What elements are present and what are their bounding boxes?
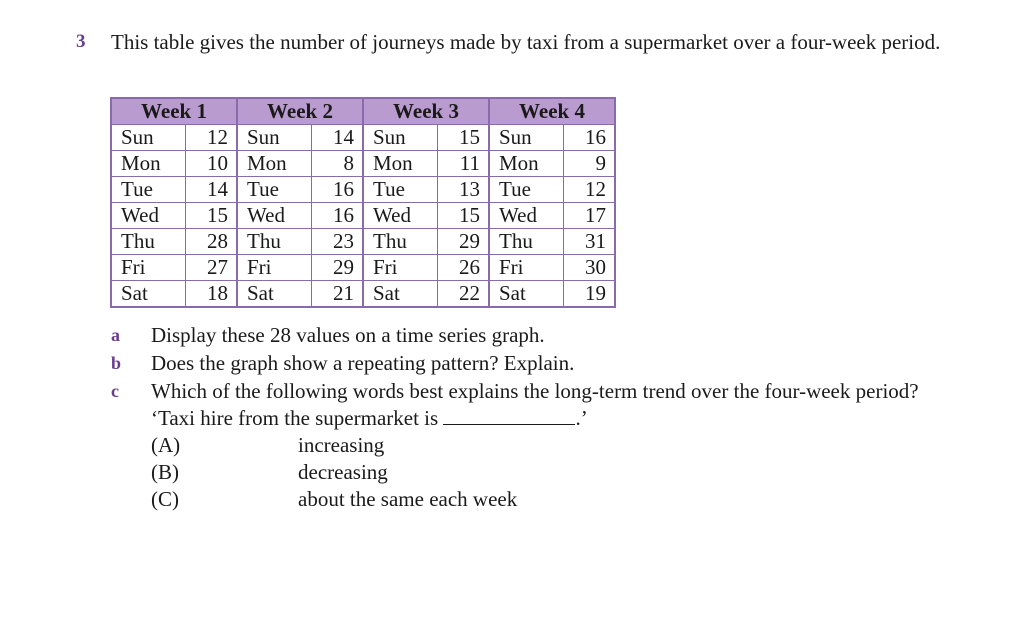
count-cell: 29 [438,229,490,255]
table-row [111,229,615,255]
day-cell: Tue [363,177,438,203]
option-b-label: (B) [151,460,179,484]
day-cell: Thu [237,229,312,255]
table-row [111,255,615,281]
part-a-letter: a [111,325,120,345]
day-cell: Thu [363,229,438,255]
option-a-text: increasing [298,433,385,457]
count-cell: 16 [312,177,364,203]
count-cell: 15 [186,203,238,229]
count-cell: 12 [186,125,238,151]
table-row [111,203,615,229]
count-cell: 27 [186,255,238,281]
count-cell: 11 [438,151,490,177]
count-cell: 28 [186,229,238,255]
count-cell: 29 [312,255,364,281]
table-row [111,125,615,151]
day-cell: Sat [489,281,564,308]
prompt-end: .’ [575,406,588,430]
table-row [111,177,615,203]
option-a-label: (A) [151,433,181,457]
count-cell: 9 [564,151,616,177]
day-cell: Mon [489,151,564,177]
prompt-start: ‘Taxi hire from the supermarket is [151,406,444,430]
count-cell: 13 [438,177,490,203]
day-cell: Sat [363,281,438,308]
count-cell: 12 [564,177,616,203]
count-cell: 21 [312,281,364,308]
count-cell: 14 [186,177,238,203]
count-cell: 10 [186,151,238,177]
part-b-letter: b [111,353,122,373]
day-cell: Wed [111,203,186,229]
day-cell: Tue [489,177,564,203]
option-c-text: about the same each week [298,487,518,511]
count-cell: 16 [312,203,364,229]
day-cell: Fri [363,255,438,281]
answer-blank [443,408,575,425]
option-b-text: decreasing [298,460,388,484]
day-cell: Tue [111,177,186,203]
day-cell: Sat [237,281,312,308]
question-stem: This table gives the number of journeys made by taxi from a supermarket over a four-week period. [111,30,941,54]
day-cell: Thu [489,229,564,255]
option-c-label: (C) [151,487,179,511]
count-cell: 31 [564,229,616,255]
part-a-text: Display these 28 values on a time series graph. [151,323,545,347]
day-cell: Fri [237,255,312,281]
day-cell: Wed [363,203,438,229]
day-cell: Wed [237,203,312,229]
count-cell: 18 [186,281,238,308]
day-cell: Sat [111,281,186,308]
day-cell: Fri [111,255,186,281]
sentence-to-complete [151,406,588,431]
count-cell: 14 [312,125,364,151]
day-cell: Wed [489,203,564,229]
day-cell: Sun [111,125,186,151]
count-cell: 30 [564,255,616,281]
day-cell: Mon [237,151,312,177]
count-cell: 19 [564,281,616,308]
day-cell: Fri [489,255,564,281]
day-cell: Tue [237,177,312,203]
taxi-journeys-table [110,97,616,308]
table-row [111,151,615,177]
day-cell: Sun [237,125,312,151]
count-cell: 8 [312,151,364,177]
day-cell: Mon [111,151,186,177]
count-cell: 23 [312,229,364,255]
day-cell: Mon [363,151,438,177]
day-cell: Sun [363,125,438,151]
week-2-header: Week 2 [237,98,363,125]
count-cell: 26 [438,255,490,281]
question-number: 3 [76,31,86,52]
count-cell: 15 [438,125,490,151]
count-cell: 16 [564,125,616,151]
count-cell: 22 [438,281,490,308]
count-cell: 17 [564,203,616,229]
table-row [111,281,615,308]
day-cell: Sun [489,125,564,151]
day-cell: Thu [111,229,186,255]
count-cell: 15 [438,203,490,229]
week-3-header: Week 3 [363,98,489,125]
week-4-header: Week 4 [489,98,615,125]
part-b-text: Does the graph show a repeating pattern? Explain. [151,351,575,375]
week-1-header: Week 1 [111,98,237,125]
part-c-letter: c [111,381,119,401]
part-c-text: Which of the following words best explains the long-term trend over the four-week period? [151,379,919,403]
table-header-row [111,98,615,125]
